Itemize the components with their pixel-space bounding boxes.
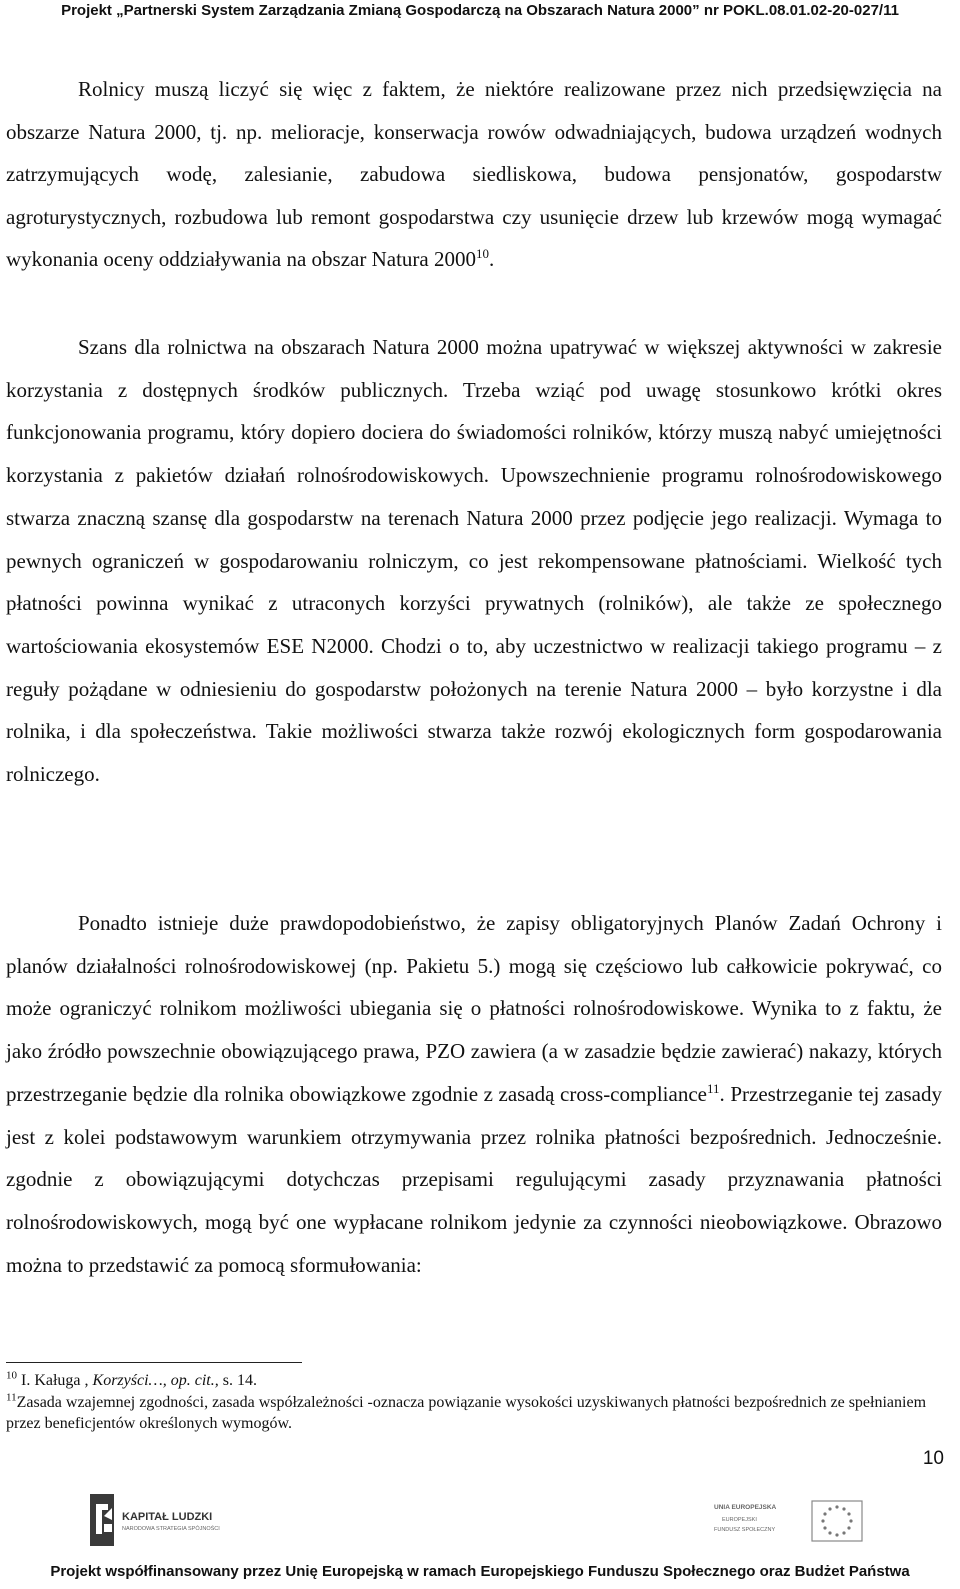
footnote-ref-10[interactable]: 10 bbox=[476, 246, 489, 261]
eu-efs-logo bbox=[712, 1495, 868, 1551]
footnote-author: I. Kaługa , bbox=[17, 1372, 93, 1389]
footnote-separator bbox=[6, 1362, 302, 1363]
paragraph-3-text: Ponadto istnieje duże prawdopodobieństwo, że zapisy obligatoryjnych Planów Zadań Ochrony i planów działalności rolnośrodowiskowej (np. Pakietu 5.) mogą się częściowo lub całkowicie pokrywać, co może ograniczyć rolnikom możliwości ubiegania się o płatności rolnośrodowiskowe. Wynika to z faktu, że jako źródło powszechnie obowiązującego prawa, PZO zawiera (a w zasadzie będzie zawierać) nakazy, których przestrzeganie będzie dla rolnika obowiązkowe zgodnie z zasadą cross-compliance bbox=[6, 911, 942, 1106]
footnote-title: Korzyści…, op. cit., bbox=[92, 1372, 219, 1389]
logo-right-line1: UNIA EUROPEJSKA bbox=[714, 1504, 777, 1511]
footnote-number: 11 bbox=[6, 1391, 17, 1404]
logo-left-title: KAPITAŁ LUDZKI bbox=[122, 1511, 213, 1523]
eu-flag-icon bbox=[812, 1501, 862, 1541]
footnote-text: Zasada wzajemnej zgodności, zasada współzależności -oznacza powiązanie wysokości uzyskiwanych płatności bezpośrednich ze spełnianiem przez beneficjentów określonych wymogów. bbox=[6, 1394, 927, 1432]
logo-right-line3: FUNDUSZ SPOŁECZNY bbox=[714, 1527, 776, 1533]
logo-left-subtitle: NARODOWA STRATEGIA SPÓJNOŚCI bbox=[122, 1526, 220, 1532]
footnote-number: 10 bbox=[6, 1369, 17, 1382]
footnote-10 bbox=[6, 1370, 946, 1391]
footnote-page: s. 14. bbox=[218, 1372, 257, 1389]
page-header: Projekt „Partnerski System Zarządzania Zmianą Gospodarczą na Obszarach Natura 2000” nr POKL.08.01.02-20-027/11 bbox=[0, 0, 960, 26]
kapital-ludzki-logo bbox=[88, 1490, 238, 1550]
page-number: 10 bbox=[922, 1448, 944, 1469]
page-footer: Projekt współfinansowany przez Unię Europejską w ramach Europejskiego Funduszu Społecznego oraz Budżet Państwa bbox=[50, 1563, 910, 1580]
footnote-11 bbox=[6, 1392, 946, 1434]
paragraph-1-end: . bbox=[489, 247, 495, 271]
footnote-ref-11[interactable]: 11 bbox=[706, 1080, 720, 1096]
paragraph-1-text: Rolnicy muszą liczyć się więc z faktem, że niektóre realizowane przez nich przedsięwzięcia na obszarze Natura 2000, tj. np. melioracje, konserwacja rowów odwadniających, budowa urządzeń wodnych zatrzymujących wodę, zalesianie, zabudowa siedliskowa, budowa pensjonatów, gospodarstw agroturystycznych, rozbudowa lub remont gospodarstwa czy usunięcie drzew lub krzewów mogą wymagać wykonania oceny oddziaływania na obszar Natura 2000 bbox=[6, 77, 942, 271]
paragraph-3 bbox=[6, 902, 942, 1286]
logo-right-line2: EUROPEJSKI bbox=[722, 1517, 757, 1523]
kapital-ludzki-emblem-icon bbox=[90, 1494, 114, 1546]
paragraph-2: Szans dla rolnictwa na obszarach Natura 2000 można upatrywać w większej aktywności w zakresie korzystania z dostępnych środków publicznych. Trzeba wziąć pod uwagę stosunkowo krótki okres funkcjonowania programu, który dopiero dociera do świadomości rolników, którzy muszą nabyć umiejętności korzystania z pakietów działań rolnośrodowiskowych. Upowszechnienie programu rolnośrodowiskowego stwarza znaczną szansę dla gospodarstw na terenach Natura 2000 przez podjęcie jego realizacji. Wymaga to pewnych ograniczeń w gospodarowaniu rolniczym, co jest rekompensowane płatnościami. Wielkość tych płatności powinna wynikać z utraconych korzyści prywatnych (rolników), ale także ze społecznego wartościowania ekosystemów ESE N2000. Chodzi o to, aby uczestnictwo w realizacji takiego programu – z reguły pożądane w odniesieniu do gospodarstw położonych na terenie Natura 2000 – było korzystne i dla rolnika, i dla społeczeństwa. Takie możliwości stwarza także rozwój ekologicznych form gospodarowania rolniczego. bbox=[6, 335, 942, 787]
paragraph-3-end: . Przestrzeganie tej zasady jest z kolei podstawowym warunkiem otrzymywania przez rolnika płatności bezpośrednich. Jednocześnie. zgodnie z obowiązującymi dotychczas przepisami regulującymi zasady przyznawania płatności rolnośrodowiskowych, mogą być one wypłacane rolnikom jedynie za czynności nieobowiązkowe. Obrazowo można to przedstawić za pomocą sformułowania: bbox=[6, 1081, 942, 1277]
paragraph-1 bbox=[6, 68, 942, 281]
